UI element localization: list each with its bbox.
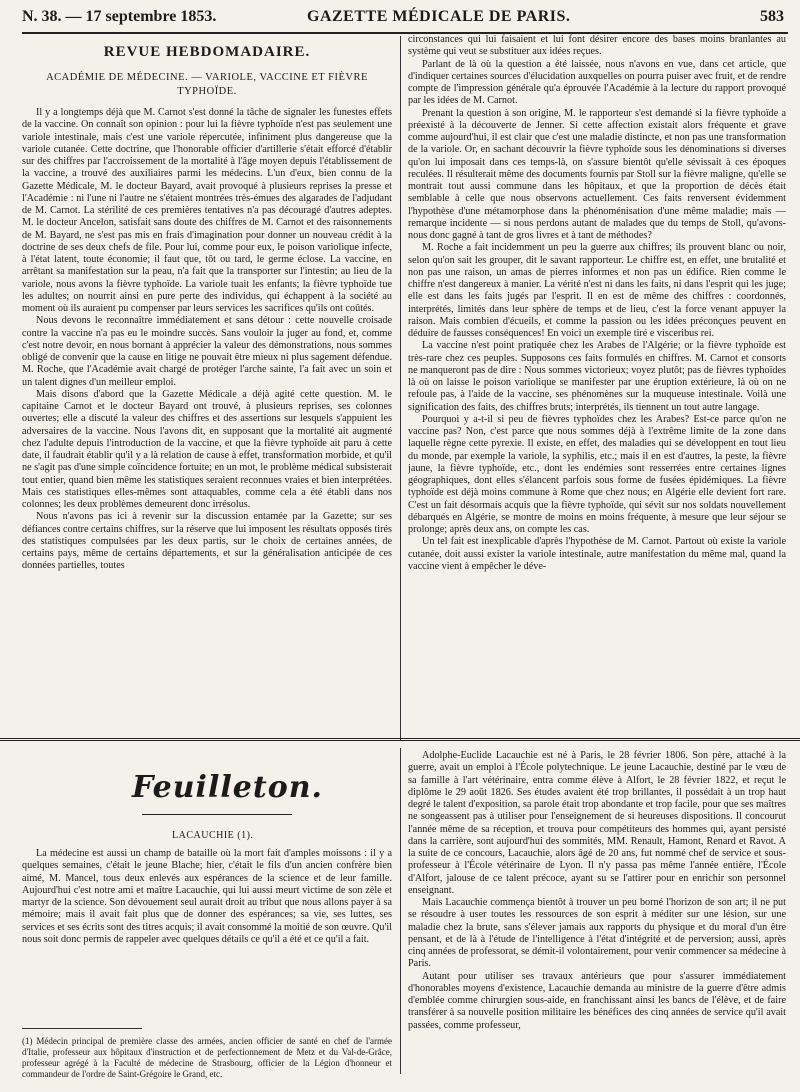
- section-separator: [0, 738, 800, 741]
- paragraph: Un tel fait est inexplicable d'après l'hypothèse de M. Carnot. Partout où existe la variole cutanée, doit aussi exister la variole intestinale, autre manifestation du même mal, quand la vaccine vient à empêcher le déve-: [408, 536, 786, 572]
- section-heading: ACADÉMIE DE MÉDECINE. — VARIOLE, VACCINE ET FIÈVRE TYPHOÏDE.: [46, 72, 368, 97]
- paragraph: Mais disons d'abord que la Gazette Médicale a déjà agité cette question. M. le capitaine Carnot et le docteur Bayard ont trouvé, à plusieurs reprises, ses colonnes ouvertes; elle a discuté la valeur des chiffres et des assertions sur lesquels s'appuient les adversaires de la vaccine. Nous l'avons dit, en supposant que la mortalité ait augmenté chez l'adulte depuis l'introduction de la vaccine, et que la fièvre typhoïde ait paru à cette date, il faudrait établir qu'il y a là relation de cause à effet, transformation morbide, et qu'il ne s'agit pas d'une simple coïncidence fortuite; en un mot, le problème médical subsisterait tout entier, quand bien même les statistiques seraient reconnues vraies et bien interprétées. Mais ces statistiques elles-mêmes sont attaquables, comme cela a été établi dans nos colonnes; les deux problèmes demeurent donc irrésolus.: [22, 388, 392, 510]
- review-left-column: [22, 34, 392, 740]
- paragraph: Il y a longtemps déjà que M. Carnot s'est donné la tâche de signaler les funestes effets de la vaccine. On connaît son opinion : pour lui la fièvre typhoïde n'est pas seulement une variole intestinale, mais c'est une variole répercutée, infiniment plus dangereuse que la variole cutanée. Cette doctrine, que l'honorable officier d'artillerie s'était efforcé d'établir sur des chiffres par l'accroissement de la mortalité à l'âge moyen depuis l'établissement de la vaccine, a trouvé des auxiliaires parmi les médecins. L'un d'eux, bien connu de la Gazette Médicale, M. le docteur Bayard, avait provoqué à plusieurs reprises la presse et l'Académie : ni l'une ni l'autre ne s'étaient montrées très-émues des algarades de l'adjudant de M. Carnot. La stérilité de ces premières tentatives n'a pas découragé d'autres adeptes. M. le docteur Ancelon, satisfait sans doute des chiffres de M. Carnot et des raisonnements de M. Bayard, ne s'est pas mis en frais d'imagination pour donner un nouveau crédit à la doctrine de ses deux chefs de file. Pour lui, comme pour eux, le poison variolique infecte, à l'état latent, toute économie; il faut que, tôt ou tard, le germe éclose. La vaccine, en arrêtant sa manifestation sur la peau, n'a fait que la transporter sur l'intestin; au lieu de la variole, nous avons la fièvre typhoïde. La variole tuait les enfants; la fièvre typhoïde tue les adultes; on nourrit ainsi en pure perte des individus, qui échappent à la société au moment où ils auraient pu compenser par leurs services les sacrifices qu'ils ont coûtés.: [22, 107, 392, 314]
- column-divider: [400, 748, 401, 1074]
- paragraph: Nous devons le reconnaître immédiatement et sans détour : cette nouvelle croisade contre la vaccine n'a pas eu le moindre succès. Sans vouloir la juger au fond, et, comme c'est notre devoir, en nous bornant à apprécier la valeur des démonstrations, nous sommes obligé de convenir que la cause en litige ne pouvait être mieux ni plus sagement défendue. M. Roche, que l'Académie avait chargé de protéger l'arche sainte, l'a fait avec un soin et un talent dignes d'un meilleur emploi.: [22, 315, 392, 388]
- paragraph: Prenant la question à son origine, M. le rapporteur s'est demandé si la fièvre typhoïde a préexisté à la découverte de Jenner. Si cette affection existait alors fréquente et grave comme aujourd'hui, il est clair que c'est une maladie distincte, et non pas une transformation de la variole. Or, en sachant découvrir la fièvre typhoïde sous les dénominations si diverses qu'on lui imposait dans ces temps-là, on s'assure bientôt qu'elle sévissait à ces époques reculées. Il résulterait même des documents fournis par Stoll sur la fièvre maligne, qu'elle se montrait tout aussi commune dans les hôpitaux, et que la proportion de décès était semblable à celle que nous observons actuellement. Ces faits renversent évidemment l'hypothèse d'une métamorphose dans la phénoménisation d'une même maladie; mais — remarque incidente — si nous perdons autant de malades que du temps de Stoll, qu'avons-nous donc gagné à tant de gros livres et à tant de méthodes?: [408, 107, 786, 241]
- paragraph: Mais Lacauchie commença bientôt à trouver un peu borné l'horizon de son art; il ne put se résoudre à user toutes les ressources de son esprit à méditer sur une lésion, sur une maladie chez la brute, sans s'élever jamais aux rapports du physique et du moral d'un être pensant, et de là à l'étude de l'intelligence à l'état d'intégrité et de perversion; aussi, après cinq années de professorat, se démit-il volontairement, pour venir commencer sa médecine à Paris.: [408, 897, 786, 970]
- paragraph: Pourquoi y a-t-il si peu de fièvres typhoïdes chez les Arabes? Est-ce parce qu'on ne vaccine pas? Non, c'est parce que nous sommes déjà à l'extrême limite de la zone dans laquelle règne cette pyrexie. Il existe, en effet, des maladies qui se développent en tout lieu du monde, par exemple la variole, la syphilis, etc.; mais il en est d'autres, la peste, la fièvre jaune, la fièvre typhoïde, etc., dont les endémies sont resserrées entre certaines lignes géographiques, dont elles s'élancent parfois sous forme de fusées épidémiques. La fièvre typhoïde est déjà moins commune à Rome que chez nous; en Algérie elle devient fort rare. C'est un fait désormais acquis que la fièvre typhoïde, qui sévit sur nos soldats nouvellement débarqués en Algérie, se montre de moins en moins fréquente, à mesure que leur séjour se prolonge; après deux ans, on compte les cas.: [408, 413, 786, 535]
- paragraph: La vaccine n'est point pratiquée chez les Arabes de l'Algérie; or la fièvre typhoïde est très-rare chez ces peuples. Supposons ces faits formulés en chiffres. M. Carnot et consorts ne manqueront pas de dire : Nous sommes victorieux; voyez plutôt; pas de fièvres typhoïdes là où on laisse le poison variolique se manifester par une éruption extérieure, là où on ne refoule pas, à l'aide de la vaccine, ses phénomènes sur la muqueuse intestinale. Voilà une signification des faits, des chiffres bruts; interprétés, ils tiennent un tout autre langage.: [408, 340, 786, 413]
- footnote-rule: [22, 1028, 142, 1029]
- feuilleton-title: Feuilleton.: [132, 770, 323, 805]
- paragraph: La médecine est aussi un champ de bataille où la mort fait d'amples moissons : il y a quelques semaines, c'était le jeune Blache; hier, c'était le fils d'un ancien confrère bien aimé, M. Mancel, tous deux enlevés aux espérances de la science et de leur famille. Aujourd'hui c'est notre ami et maître Lacauchie, qui lui aussi meurt victime de son zèle et martyr de la science. Son dévouement seul aurait droit au tribut que nous allons payer à sa mémoire; mais il avait fait plus que de donner des espérances; sa vie, ses luttes, ses services et ses écrits sont des titres acquis; il avait consommé la moitié de son œuvre. Qu'il nous soit donc permis de rappeler avec quelques détails ce qu'il a été et ce qu'il a fait.: [22, 848, 392, 945]
- paragraph: Adolphe-Euclide Lacauchie est né à Paris, le 28 février 1806. Son père, attaché à la guerre, avait un emploi à l'École polytechnique. Le jeune Lacauchie, destiné par le vœu de sa famille à l'art vétérinaire, entra comme élève à Alfort, le 28 février 1822, et reçut le diplôme le 29 août 1826. Ses études avaient été trop brillantes, il possédait à un trop haut degré le talent d'exposition, sa parole était trop abondante et trop facile, pour que ses maîtres ne songeassent pas à utiliser pour l'enseignement de si heureuses dispositions. Il concourut l'année même de sa réception, et trouva pour compétiteurs des hommes qui, ayant persisté dans la carrière, sont aujourd'hui des sommités, MM. Renault, Hamont, Renard et Ravot. A la suite de ce concours, Lacauchie, alors âgé de 20 ans, fut nommé chef de service et sous-professeur à l'École vétérinaire de Lyon. Il n'y passa pas même l'année entière, l'École d'Alfort, jalouse de ce talent précoce, ayant su se l'attirer pour en enrichir son personnel enseignant.: [408, 750, 786, 896]
- issue-date: N. 38. — 17 septembre 1853.: [22, 8, 217, 25]
- paragraph: Nous n'avons pas ici à revenir sur la discussion entamée par la Gazette; sur ses défiances contre certains chiffres, sur la réserve que lui imposent les résultats opposés tirés des statistiques compulsées par les deux partis, sur le choix de certaines années, de certains pays, même de certains départements, et sur la généralisation anticipée de ces données partielles, toutes: [22, 511, 392, 572]
- review-title: REVUE HEBDOMADAIRE.: [103, 44, 311, 60]
- feuilleton-subheading: LACAUCHIE (1).: [172, 830, 254, 841]
- review-section: [22, 34, 788, 744]
- paragraph: circonstances qui lui faisaient et lui font désirer encore des bases moins branlantes au système qui veut se substituer aux idées reçues.: [408, 34, 786, 58]
- page-number: 583: [760, 8, 784, 25]
- column-divider: [400, 36, 401, 740]
- paragraph: Parlant de là où la question a été laissée, nous n'avons en vue, dans cet article, que d'indiquer certaines sources d'élucidation auxquelles on pourra puiser avec fruit, et de rendre compte de l'impression générale qu'a éprouvée l'Académie à la lecture du rapport provoqué par les idées de M. Carnot.: [408, 58, 786, 107]
- journal-title: GAZETTE MÉDICALE DE PARIS.: [307, 8, 571, 25]
- footnote: (1) Médecin principal de première classe des armées, ancien officier de santé en chef de l'armée d'Italie, professeur aux hôpitaux d'instruction et de perfectionnement de Metz et du Val-de-Grâce, professeur agrégé à la Faculté de médecine de Strasbourg, officier de la Légion d'honneur et commandeur de l'ordre de Saint-Grégoire le Grand, etc.: [22, 1036, 392, 1079]
- review-right-column: [408, 34, 786, 740]
- title-underline: [142, 814, 292, 815]
- paragraph: Autant pour utiliser ses travaux antérieurs que pour s'assurer immédiatement d'honorables moyens d'existence, Lacauchie demanda au ministre de la guerre d'être admis d'emblée comme chirurgien sous-aide, en franchissant ainsi les bancs de l'élève, et de faire transférer à sa nouvelle position militaire les bénéfices des cinq années de service qu'il avait passées, comme professeur,: [408, 970, 786, 1031]
- feuilleton-right-column: [408, 750, 786, 1074]
- feuilleton-left-column: [22, 848, 392, 1048]
- paragraph: M. Roche a fait incidemment un peu la guerre aux chiffres; ils prouvent blanc ou noir, selon qu'on sait les grouper, dit le savant rapporteur. Le chiffre est, en effet, une brutalité et non pas une raison, un amas de pierres informes et non pas un édifice. Rien comme le chiffre n'est dangereux à manier. La vérité n'est ni dans les faits, ni dans l'esprit qui les juge; elle est dans les faits jugés par l'esprit. Il en est de même des chiffres : coordonnés, interprétés, limités dans leur sphère de temps et de lieu, c'est la force venant appuyer la raison. Mais combien d'écueils, et comme la passion ou les idées préconçues peuvent en déduire de fausses conséquences! En voici un exemple tiré e visceribus rei.: [408, 242, 786, 339]
- feuilleton-section: [22, 744, 788, 1079]
- masthead: [22, 6, 788, 34]
